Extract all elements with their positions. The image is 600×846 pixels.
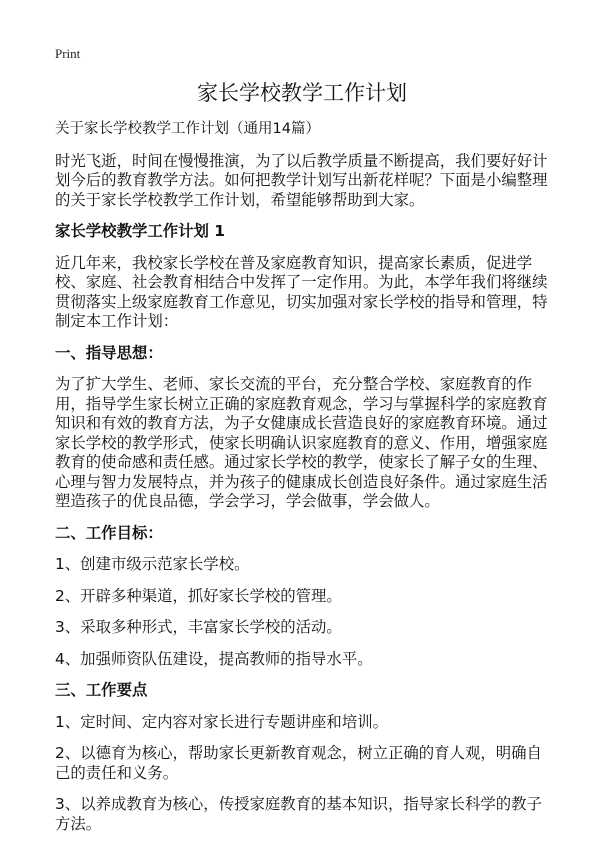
part1-heading: 一、指导思想： xyxy=(55,343,163,362)
subtitle: 关于家长学校教学工作计划（通用14篇） xyxy=(55,121,320,137)
list-item: 2、开辟多种渠道，抓好家长学校的管理。 xyxy=(55,586,342,605)
section-title: 家长学校教学工作计划 1 xyxy=(55,222,225,240)
part2-heading: 二、工作目标： xyxy=(55,523,163,542)
part3-heading: 三、工作要点 xyxy=(55,681,148,699)
list-item: 3、以养成教育为核心，传授家庭教育的基本知识，指导家长科学的教子方法。 xyxy=(55,795,542,833)
print-link[interactable]: Print xyxy=(55,46,81,61)
part1-paragraph: 为了扩大学生、老师、家长交流的平台，充分整合学校、家庭教育的作用，指导学生家长树立正确的家庭教育观念，学习与掌握科学的家庭教育知识和有效的教育方法，为子女健康成长营造良好的家庭教育环境。通过家长学校的教学形式，使家长明确认识家庭教育的意义、作用，增强家庭教育的使命感和责任感。通过家长学校的教学，使家长了解子女的生理、心理与智力发展特点，并为孩子的健康成长创造良好条件。通过家庭生活塑造孩子的优良品德，学会学习，学会做事，学会做人。 xyxy=(55,375,548,510)
page-title: 家长学校教学工作计划 xyxy=(197,81,407,105)
section-intro-paragraph: 近几年来，我校家长学校在普及家庭教育知识，提高家长素质，促进学校、家庭、社会教育相结合中发挥了一定作用。为此，本学年我们将继续贯彻落实上级家庭教育工作意见，切实加强对家长学校的指导和管理，特制定本工作计划： xyxy=(55,253,548,330)
list-item: 1、创建市级示范家长学校。 xyxy=(55,555,250,573)
intro-paragraph: 时光飞逝，时间在慢慢推演，为了以后教学质量不断提高，我们要好好计划今后的教育教学方法。如何把教学计划写出新花样呢？下面是小编整理的关于家长学校教学工作计划，希望能够帮助到大家。 xyxy=(55,151,548,209)
list-item: 1、定时间、定内容对家长进行专题讲座和培训。 xyxy=(55,712,388,731)
document-body xyxy=(55,78,549,846)
list-item: 4、加强师资队伍建设，提高教师的指导水平。 xyxy=(55,649,373,668)
list-item: 3、采取多种形式，丰富家长学校的活动。 xyxy=(55,618,342,636)
list-item: 2、以德育为核心，帮助家长更新教育观念，树立正确的育人观，明确自己的责任和义务。 xyxy=(55,744,542,782)
